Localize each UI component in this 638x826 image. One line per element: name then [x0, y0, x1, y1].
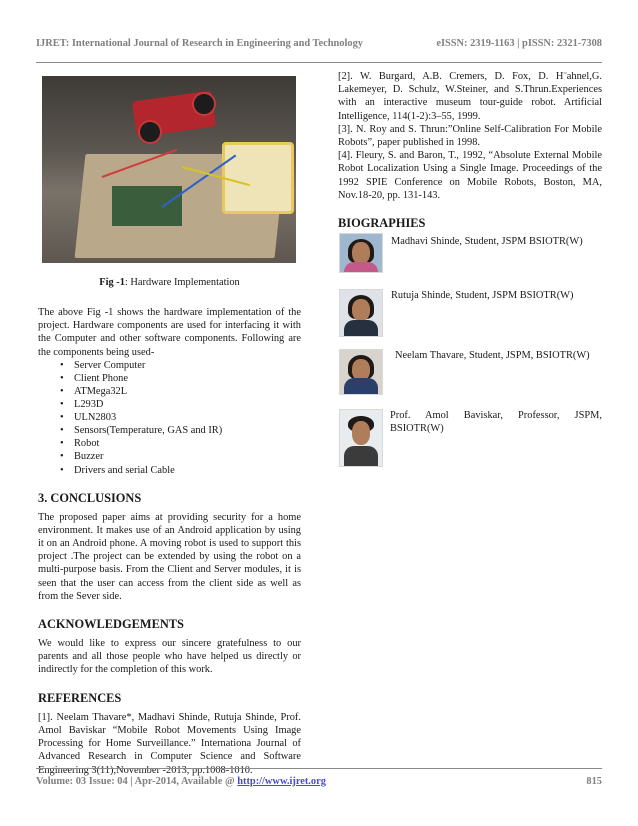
component-list: [38, 359, 301, 477]
clothes-shape: [344, 378, 378, 394]
list-item: • ATMega32L: [74, 385, 301, 398]
biographies-heading: BIOGRAPHIES: [338, 216, 426, 231]
acknowledgements-text: We would like to express our sincere gratefulness to our parents and all those people who have helped us directly or indirectly for the completion of this work.: [38, 638, 301, 676]
biography-entry: [338, 349, 602, 409]
author-photo: [339, 409, 383, 467]
list-item: • Drivers and serial Cable: [74, 464, 301, 477]
hardware-photo: [42, 76, 296, 263]
right-column: [338, 70, 602, 471]
author-bio-text: Rutuja Shinde, Student, JSPM BSIOTR(W): [391, 290, 574, 302]
face-shape: [352, 242, 370, 264]
left-column: [38, 70, 301, 777]
conclusions-heading: 3. CONCLUSIONS: [38, 490, 142, 505]
list-item: • ULN2803: [74, 411, 301, 424]
author-bio-text: Prof. Amol Baviskar, Professor, JSPM, BSIOTR(W): [390, 410, 602, 435]
author-bio-text: Madhavi Shinde, Student, JSPM BSIOTR(W): [391, 236, 583, 248]
references-heading: REFERENCES: [38, 690, 122, 705]
list-item: • Client Phone: [74, 372, 301, 385]
footer-rule: [36, 768, 602, 769]
figure-caption-text: : Hardware Implementation: [124, 277, 240, 288]
robot-wheel-shape: [138, 120, 162, 144]
biography-entry: [338, 289, 602, 349]
author-photo: [339, 289, 383, 337]
author-photo: [339, 349, 383, 395]
reference-item: [4]. Fleury, S. and Baron, T., 1992, “Absolute External Mobile Robot Localization Using a Single Image. Proceedings of the 1992 SPIE Conference on Mobile Robots, Boston, MA, Nov.18-20, pp. 131-143.: [338, 150, 602, 201]
author-bio-text: Neelam Thavare, Student, JSPM, BSIOTR(W): [395, 350, 590, 362]
volume-line: [36, 776, 326, 787]
acknowledgements-heading: ACKNOWLEDGEMENTS: [38, 617, 184, 632]
figure-caption: [38, 277, 301, 288]
face-shape: [352, 421, 370, 445]
journal-link[interactable]: http://www.ijret.org: [237, 776, 326, 787]
clothes-shape: [344, 262, 378, 272]
list-item: • Buzzer: [74, 450, 301, 463]
volume-text: Volume: 03 Issue: 04 | Apr-2014, Available @: [36, 776, 238, 787]
page-number: 815: [586, 776, 602, 787]
running-footer: [36, 776, 602, 787]
author-photo: [339, 233, 383, 273]
hardware-paragraph: The above Fig -1 shows the hardware implementation of the project. Hardware components are used for interfacing it with the Computer and other software components. Following are the components being used-: [38, 307, 301, 358]
reference-item: [3]. N. Roy and S. Thrun:”Online Self-Calibration For Mobile Robots”, paper published in 1998.: [338, 123, 602, 149]
conclusions-text: The proposed paper aims at providing security for a home environment. It makes use of an Android application by using it on an Android phone. A moving robot is used to support this project .The project can be extended by using the robot on a multi-purpose basis. From the Client and Server modules, it is seen that the user can access from the client side as well as from the Sever side.: [38, 511, 301, 602]
journal-name: IJRET: International Journal of Research in Engineering and Technology: [36, 38, 363, 49]
list-item: • Server Computer: [74, 359, 301, 372]
robot-wheel-shape: [192, 92, 216, 116]
reference-item: [2]. W. Burgard, A.B. Cremers, D. Fox, D. H¨ahnel,G. Lakemeyer, D. Schulz, W.Steiner, and S.Thrun.Experiences with an interactive museum tour-guide robot. Artificial Intelligence, 114(1-2):3–55, 1999.: [338, 71, 602, 122]
list-item: • Robot: [74, 437, 301, 450]
running-header: [36, 38, 602, 49]
clothes-shape: [344, 320, 378, 336]
biography-entry: [338, 233, 602, 287]
header-rule: [36, 62, 602, 63]
figure-label: Fig -1: [99, 277, 125, 288]
face-shape: [352, 299, 370, 321]
sensor-box-shape: [222, 142, 294, 214]
biography-entry: [338, 409, 602, 471]
reference-item: [1]. Neelam Thavare*, Madhavi Shinde, Rutuja Shinde, Prof. Amol Baviskar “Mobile Robot Movements Using Image Processing for Home Surveillance.” Internationa Journal of Advanced Research in Computer Science and Software Engineering 3(11),November -2013, pp.1008-1010.: [38, 711, 301, 776]
list-item: • Sensors(Temperature, GAS and IR): [74, 424, 301, 437]
issn-line: eISSN: 2319-1163 | pISSN: 2321-7308: [436, 38, 602, 49]
clothes-shape: [344, 446, 378, 466]
list-item: • L293D: [74, 398, 301, 411]
circuit-board-shape: [112, 186, 182, 226]
